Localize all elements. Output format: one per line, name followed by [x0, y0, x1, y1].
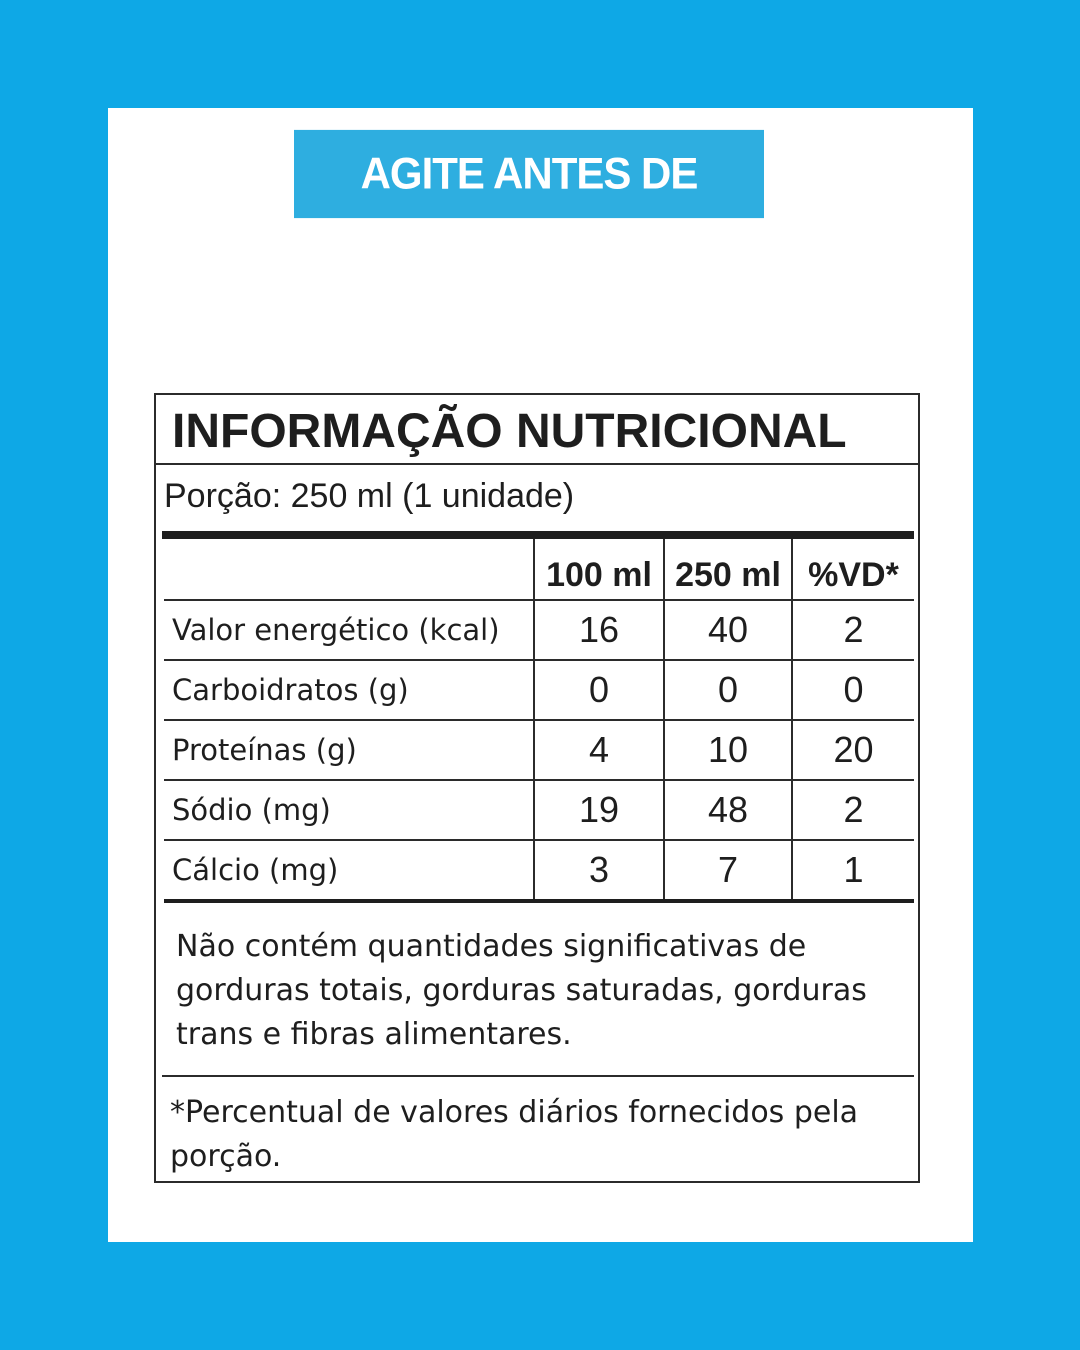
divider	[162, 531, 914, 539]
portion-size: Porção: 250 ml (1 unidade)	[164, 477, 575, 515]
nutrient-name: Cálcio (mg)	[164, 840, 534, 901]
value-vd: 20	[792, 720, 914, 780]
value-250ml: 10	[664, 720, 792, 780]
label-title: INFORMAÇÃO NUTRICIONAL	[156, 395, 918, 465]
nutrition-table	[164, 539, 914, 903]
value-vd: 0	[792, 660, 914, 720]
daily-value-footnote: *Percentual de valores diários fornecidos pela porção.	[170, 1095, 859, 1174]
column-header: %VD*	[792, 539, 914, 600]
nutrient-name: Proteínas (g)	[164, 720, 534, 780]
value-250ml: 40	[664, 600, 792, 660]
column-header: 250 ml	[664, 539, 792, 600]
nutrition-label	[154, 393, 920, 1183]
value-100ml: 19	[534, 780, 664, 840]
nutrient-name: Valor energético (kcal)	[164, 600, 534, 660]
value-250ml: 0	[664, 660, 792, 720]
value-100ml: 3	[534, 840, 664, 901]
nutrient-name: Carboidratos (g)	[164, 660, 534, 720]
column-header	[164, 539, 534, 600]
shake-banner: AGITE ANTES DE BEBER	[294, 130, 764, 218]
table-row	[164, 660, 914, 720]
label-card	[108, 108, 973, 1242]
value-100ml: 0	[534, 660, 664, 720]
value-100ml: 4	[534, 720, 664, 780]
column-header: 100 ml	[534, 539, 664, 600]
not-significant-note: Não contém quantidades significativas de gorduras totais, gorduras saturadas, gorduras trans e fibras alimentares.	[162, 903, 914, 1077]
value-vd: 2	[792, 780, 914, 840]
table-row	[164, 780, 914, 840]
table-header-row	[164, 539, 914, 600]
table-row	[164, 600, 914, 660]
table-row	[164, 840, 914, 901]
table-row	[164, 720, 914, 780]
value-vd: 1	[792, 840, 914, 901]
nutrient-name: Sódio (mg)	[164, 780, 534, 840]
value-250ml: 48	[664, 780, 792, 840]
value-vd: 2	[792, 600, 914, 660]
value-100ml: 16	[534, 600, 664, 660]
value-250ml: 7	[664, 840, 792, 901]
